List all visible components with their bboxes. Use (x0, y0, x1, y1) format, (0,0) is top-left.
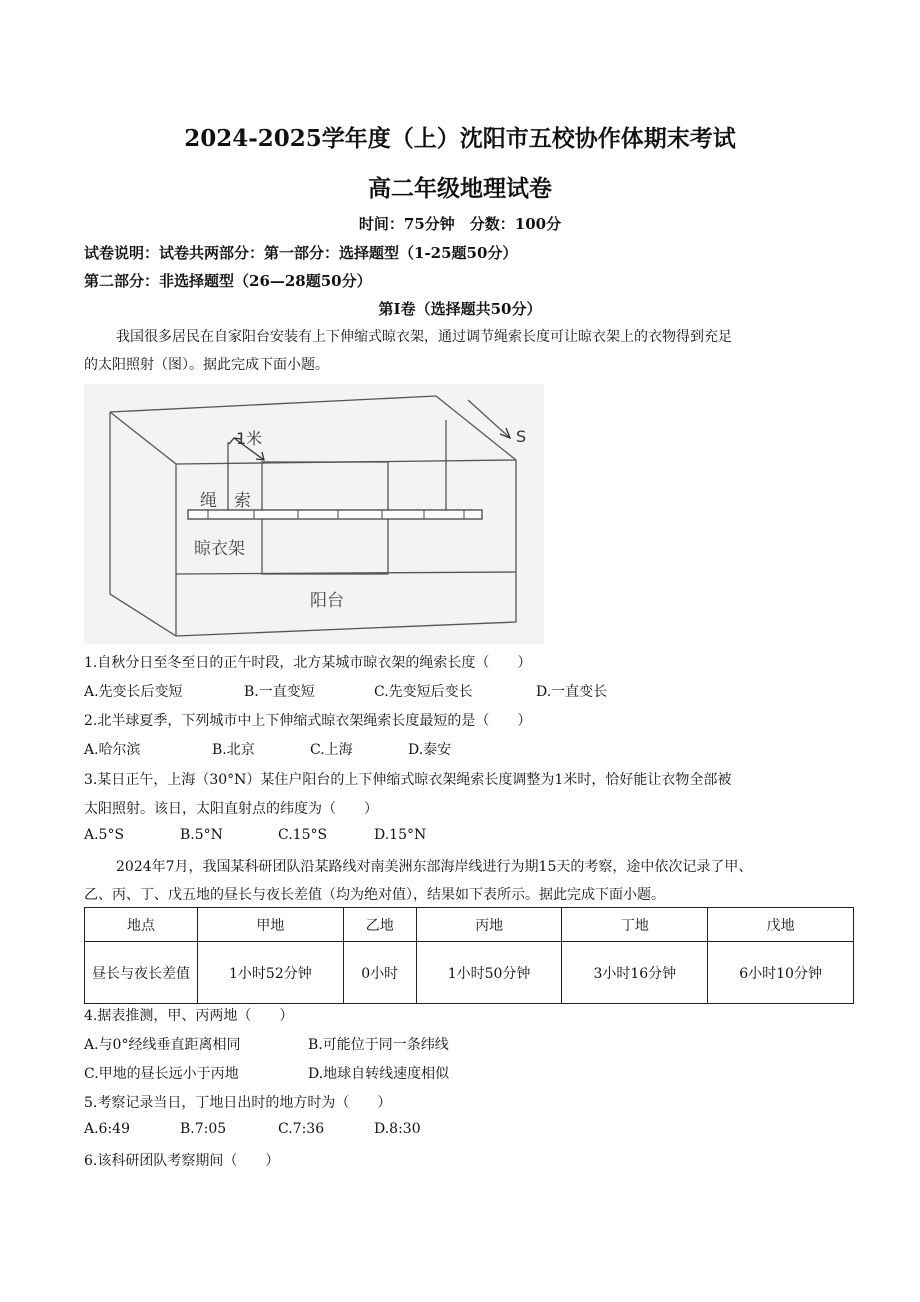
table-cell: 3小时16分钟 (562, 942, 708, 1004)
intro1-line1: 我国很多居民在自家阳台安装有上下伸缩式晾衣架，通过调节绳索长度可让晾衣架上的衣物得到充足 (116, 329, 732, 345)
question-3-option-c[interactable]: C.15°S (278, 827, 328, 843)
balcony-drying-rack-figure (84, 384, 544, 644)
table-row-label: 昼长与夜长差值 (85, 942, 198, 1004)
table-header-cell: 丙地 (416, 908, 562, 942)
label-drying-rack: 晾衣架 (194, 539, 245, 559)
label-south: S (516, 427, 527, 446)
table-header-cell: 戊地 (708, 908, 854, 942)
question-2-option-b[interactable]: B.北京 (212, 742, 255, 758)
intro2-line1: 2024年7月，我国某科研团队沿某路线对南美洲东部海岸线进行为期15天的考察，途中依次记录了甲、 (116, 859, 753, 875)
question-2-option-d[interactable]: D.泰安 (408, 742, 452, 758)
table-header-row (85, 908, 854, 942)
table-header-cell: 乙地 (343, 908, 416, 942)
question-5-option-b[interactable]: B.7:05 (180, 1121, 227, 1137)
question-3-stem-line2: 太阳照射。该日，太阳直射点的纬度为（ ） (84, 801, 378, 817)
question-1-option-a[interactable]: A.先变长后变短 (84, 684, 183, 700)
question-5-stem: 5.考察记录当日，丁地日出时的地方时为（ ） (84, 1095, 392, 1111)
label-one-meter: 1米 (236, 429, 263, 448)
question-3-option-b[interactable]: B.5°N (180, 827, 223, 843)
table-header-cell: 丁地 (562, 908, 708, 942)
question-4-option-d[interactable]: D.地球自转线速度相似 (308, 1066, 450, 1082)
section-one-heading: 第Ⅰ卷（选择题共50分） (378, 300, 542, 318)
table-header-cell: 地点 (85, 908, 198, 942)
question-5-option-d[interactable]: D.8:30 (374, 1121, 421, 1137)
question-3-stem-line1: 3.某日正午，上海（30°N）某住户阳台的上下伸缩式晾衣架绳索长度调整为1米时，恰好能让衣物全部被 (84, 772, 732, 788)
question-5-option-c[interactable]: C.7:36 (278, 1121, 325, 1137)
question-1-option-b[interactable]: B.一直变短 (244, 684, 315, 700)
table-row (85, 942, 854, 1004)
question-2-option-a[interactable]: A.哈尔滨 (84, 742, 141, 758)
question-4-stem: 4.据表推测，甲、丙两地（ ） (84, 1008, 294, 1024)
exam-description-line1: 试卷说明：试卷共两部分：第一部分：选择题型（1-25题50分） (84, 244, 518, 262)
question-1-option-c[interactable]: C.先变短后变长 (374, 684, 473, 700)
table-cell: 1小时50分钟 (416, 942, 562, 1004)
question-1-option-d[interactable]: D.一直变长 (536, 684, 608, 700)
question-3-option-a[interactable]: A.5°S (84, 827, 125, 843)
question-3-option-d[interactable]: D.15°N (374, 827, 427, 843)
day-night-difference-table (84, 907, 854, 1004)
question-5-option-a[interactable]: A.6:49 (84, 1121, 130, 1137)
question-4-option-b[interactable]: B.可能位于同一条纬线 (308, 1037, 449, 1053)
exam-title: 2024-2025学年度（上）沈阳市五校协作体期末考试 (184, 125, 736, 152)
time-score-info: 时间：75分钟 分数：100分 (358, 215, 562, 233)
intro2-line2: 乙、丙、丁、戊五地的昼长与夜长差值（均为绝对值），结果如下表所示。据此完成下面小题。 (84, 887, 665, 903)
label-balcony: 阳台 (310, 591, 344, 611)
drying-rack-bar (188, 510, 482, 519)
label-rope: 绳 索 (200, 491, 251, 511)
intro1-line2: 的太阳照射（图）。据此完成下面小题。 (84, 357, 329, 373)
table-cell: 1小时52分钟 (198, 942, 344, 1004)
table-cell: 0小时 (343, 942, 416, 1004)
table-cell: 6小时10分钟 (708, 942, 854, 1004)
exam-description-line2: 第二部分：非选择题型（26—28题50分） (84, 272, 372, 290)
question-2-option-c[interactable]: C.上海 (310, 742, 353, 758)
question-4-option-a[interactable]: A.与0°经线垂直距离相同 (84, 1037, 241, 1053)
question-1-stem: 1.自秋分日至冬至日的正午时段，北方某城市晾衣架的绳索长度（ ） (84, 655, 532, 671)
question-4-option-c[interactable]: C.甲地的昼长远小于丙地 (84, 1066, 239, 1082)
question-6-stem: 6.该科研团队考察期间（ ） (84, 1153, 280, 1169)
exam-subtitle: 高二年级地理试卷 (368, 175, 552, 202)
question-2-stem: 2.北半球夏季，下列城市中上下伸缩式晾衣架绳索长度最短的是（ ） (84, 713, 532, 729)
table-header-cell: 甲地 (198, 908, 344, 942)
